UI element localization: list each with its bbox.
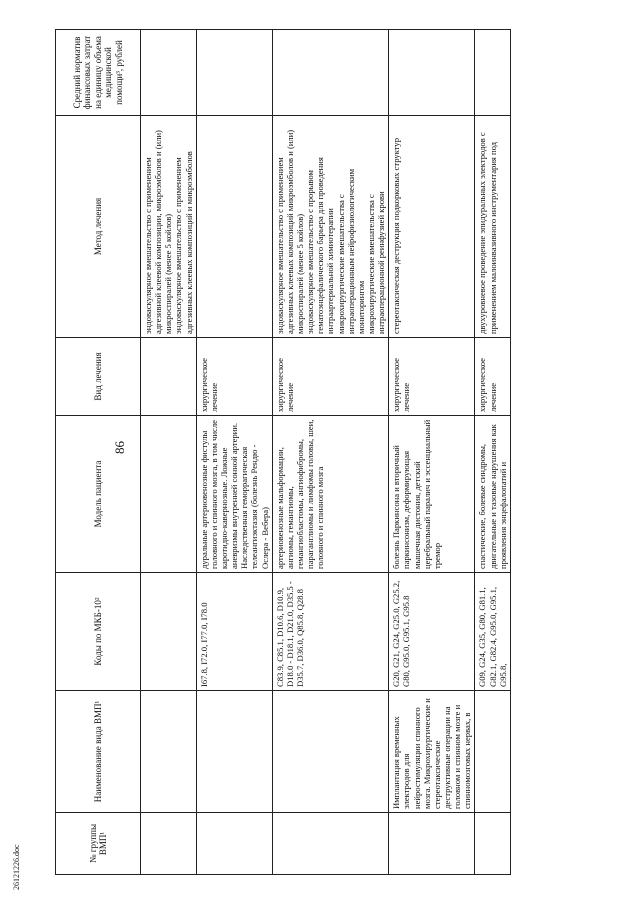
cell-codes: G20, G21, G24, G25.0, G25.2, G80, G95.0, G95.1, G95.8 xyxy=(389,573,475,691)
table-row xyxy=(272,30,389,875)
col-header-treatment-type: Вид лечения xyxy=(56,338,141,416)
cell-group xyxy=(272,813,389,875)
footer-filename: 26121226.doc xyxy=(12,844,21,890)
table-row xyxy=(196,30,272,875)
cell-codes: G09, G24, G35, G80, G81.1, G82.1, G82.4, G95.0, G95.1, G95.8, xyxy=(475,573,510,691)
cell-codes xyxy=(141,573,197,691)
col-header-name: Наименование вида ВМП¹ xyxy=(56,691,141,813)
col-header-model: Модель пациента xyxy=(56,416,141,573)
cell-name xyxy=(475,691,510,813)
cell-codes: I67.8, I72.0, I77.0, I78.0 xyxy=(196,573,272,691)
col-header-group: № группы ВМП¹ xyxy=(56,813,141,875)
cell-cost xyxy=(475,30,510,116)
col-header-codes: Коды по МКБ-10² xyxy=(56,573,141,691)
cell-model: спастические, болевые синдромы, двигательные и тазовые нарушения как проявления энцефалопатий и xyxy=(475,416,510,573)
cell-cost xyxy=(196,30,272,116)
cell-model: дуральные артериовенозные фистулы головного и спинного мозга, в том числе каротидно-кавернозные. Ложные аневризмы внутренней сонной артерии. Наследственная геморрагическая телеангиэктазия (болезнь Рендю - Ослера - Вебера) xyxy=(196,416,272,573)
table-row xyxy=(475,30,510,875)
cell-name xyxy=(141,691,197,813)
cell-treatment-type: хирургическое лечение xyxy=(475,338,510,416)
cell-method: стереотаксическая деструкция подкорковых структур xyxy=(389,116,475,338)
table-row xyxy=(389,30,475,875)
cell-method: эндоваскулярное вмешательство с применением адгезивных клеевых композиций микроэмболов и (или) микроспиралей (менее 5 койлов) эндоваскулярное вмешательство с прорывом гематоэнцефалического барьера для проведения интраартериальной химиотерапии микрохирургические вмешательства с интраоперационным нейрофизиологическим мониторингом микрохирургические вмешательства с интраоперационной реинфузией крови xyxy=(272,116,389,338)
col-header-cost: Средний норматив финансовых затрат на единицу объема медицинской помощи³, рублей xyxy=(56,30,141,116)
cell-method: эндоваскулярное вмешательство с применением адгезивной клеевой композиции, микроэмболов и (или) микроспиралей (менее 5 койлов) эндоваскулярное вмешательство с применением адгезивных клеевых композиций и микроэмболов xyxy=(141,116,197,338)
vmp-table xyxy=(55,29,511,875)
cell-treatment-type: хирургическое лечение xyxy=(196,338,272,416)
cell-treatment-type: хирургическое лечение xyxy=(272,338,389,416)
cell-method xyxy=(196,116,272,338)
page-number: 86 xyxy=(112,441,127,454)
cell-method: двухуровневое проведение эпидуральных электродов с применением малоинвазивного инструментария под xyxy=(475,116,510,338)
cell-group xyxy=(196,813,272,875)
table-row xyxy=(141,30,197,875)
cell-name xyxy=(272,691,389,813)
table-header-row xyxy=(56,30,141,875)
cell-group xyxy=(475,813,510,875)
cell-cost xyxy=(141,30,197,116)
cell-name: Имплантация временных электродов для нейростимуляции спинного мозга. Микрохирургические и стереотаксические деструктивные операции на головном и спинном мозге и спинномозговых нервах, в xyxy=(389,691,475,813)
cell-model: болезнь Паркинсона и вторичный паркинсонизм, деформирующая мышечная дистония, детский церебральный паралич и эссенциальный тремор xyxy=(389,416,475,573)
cell-model: артериовенозные мальформации, ангиомы, гемангиомы, гемангиобластомы, ангиофибромы, параганглиомы и лимфомы головы, шеи, головного и спинного мозга xyxy=(272,416,389,573)
cell-group xyxy=(389,813,475,875)
cell-cost xyxy=(272,30,389,116)
cell-group xyxy=(141,813,197,875)
col-header-method: Метод лечения xyxy=(56,116,141,338)
cell-cost xyxy=(389,30,475,116)
rotated-table-wrapper xyxy=(55,30,640,875)
cell-model xyxy=(141,416,197,573)
cell-name xyxy=(196,691,272,813)
cell-codes: C83.9, C85.1, D10.6, D10.9, D18.0 - D18.1, D21.0, D35.5 - D35.7, D36.0, Q85.8, Q28.8 xyxy=(272,573,389,691)
cell-treatment-type xyxy=(141,338,197,416)
cell-treatment-type: хирургическое лечение xyxy=(389,338,475,416)
